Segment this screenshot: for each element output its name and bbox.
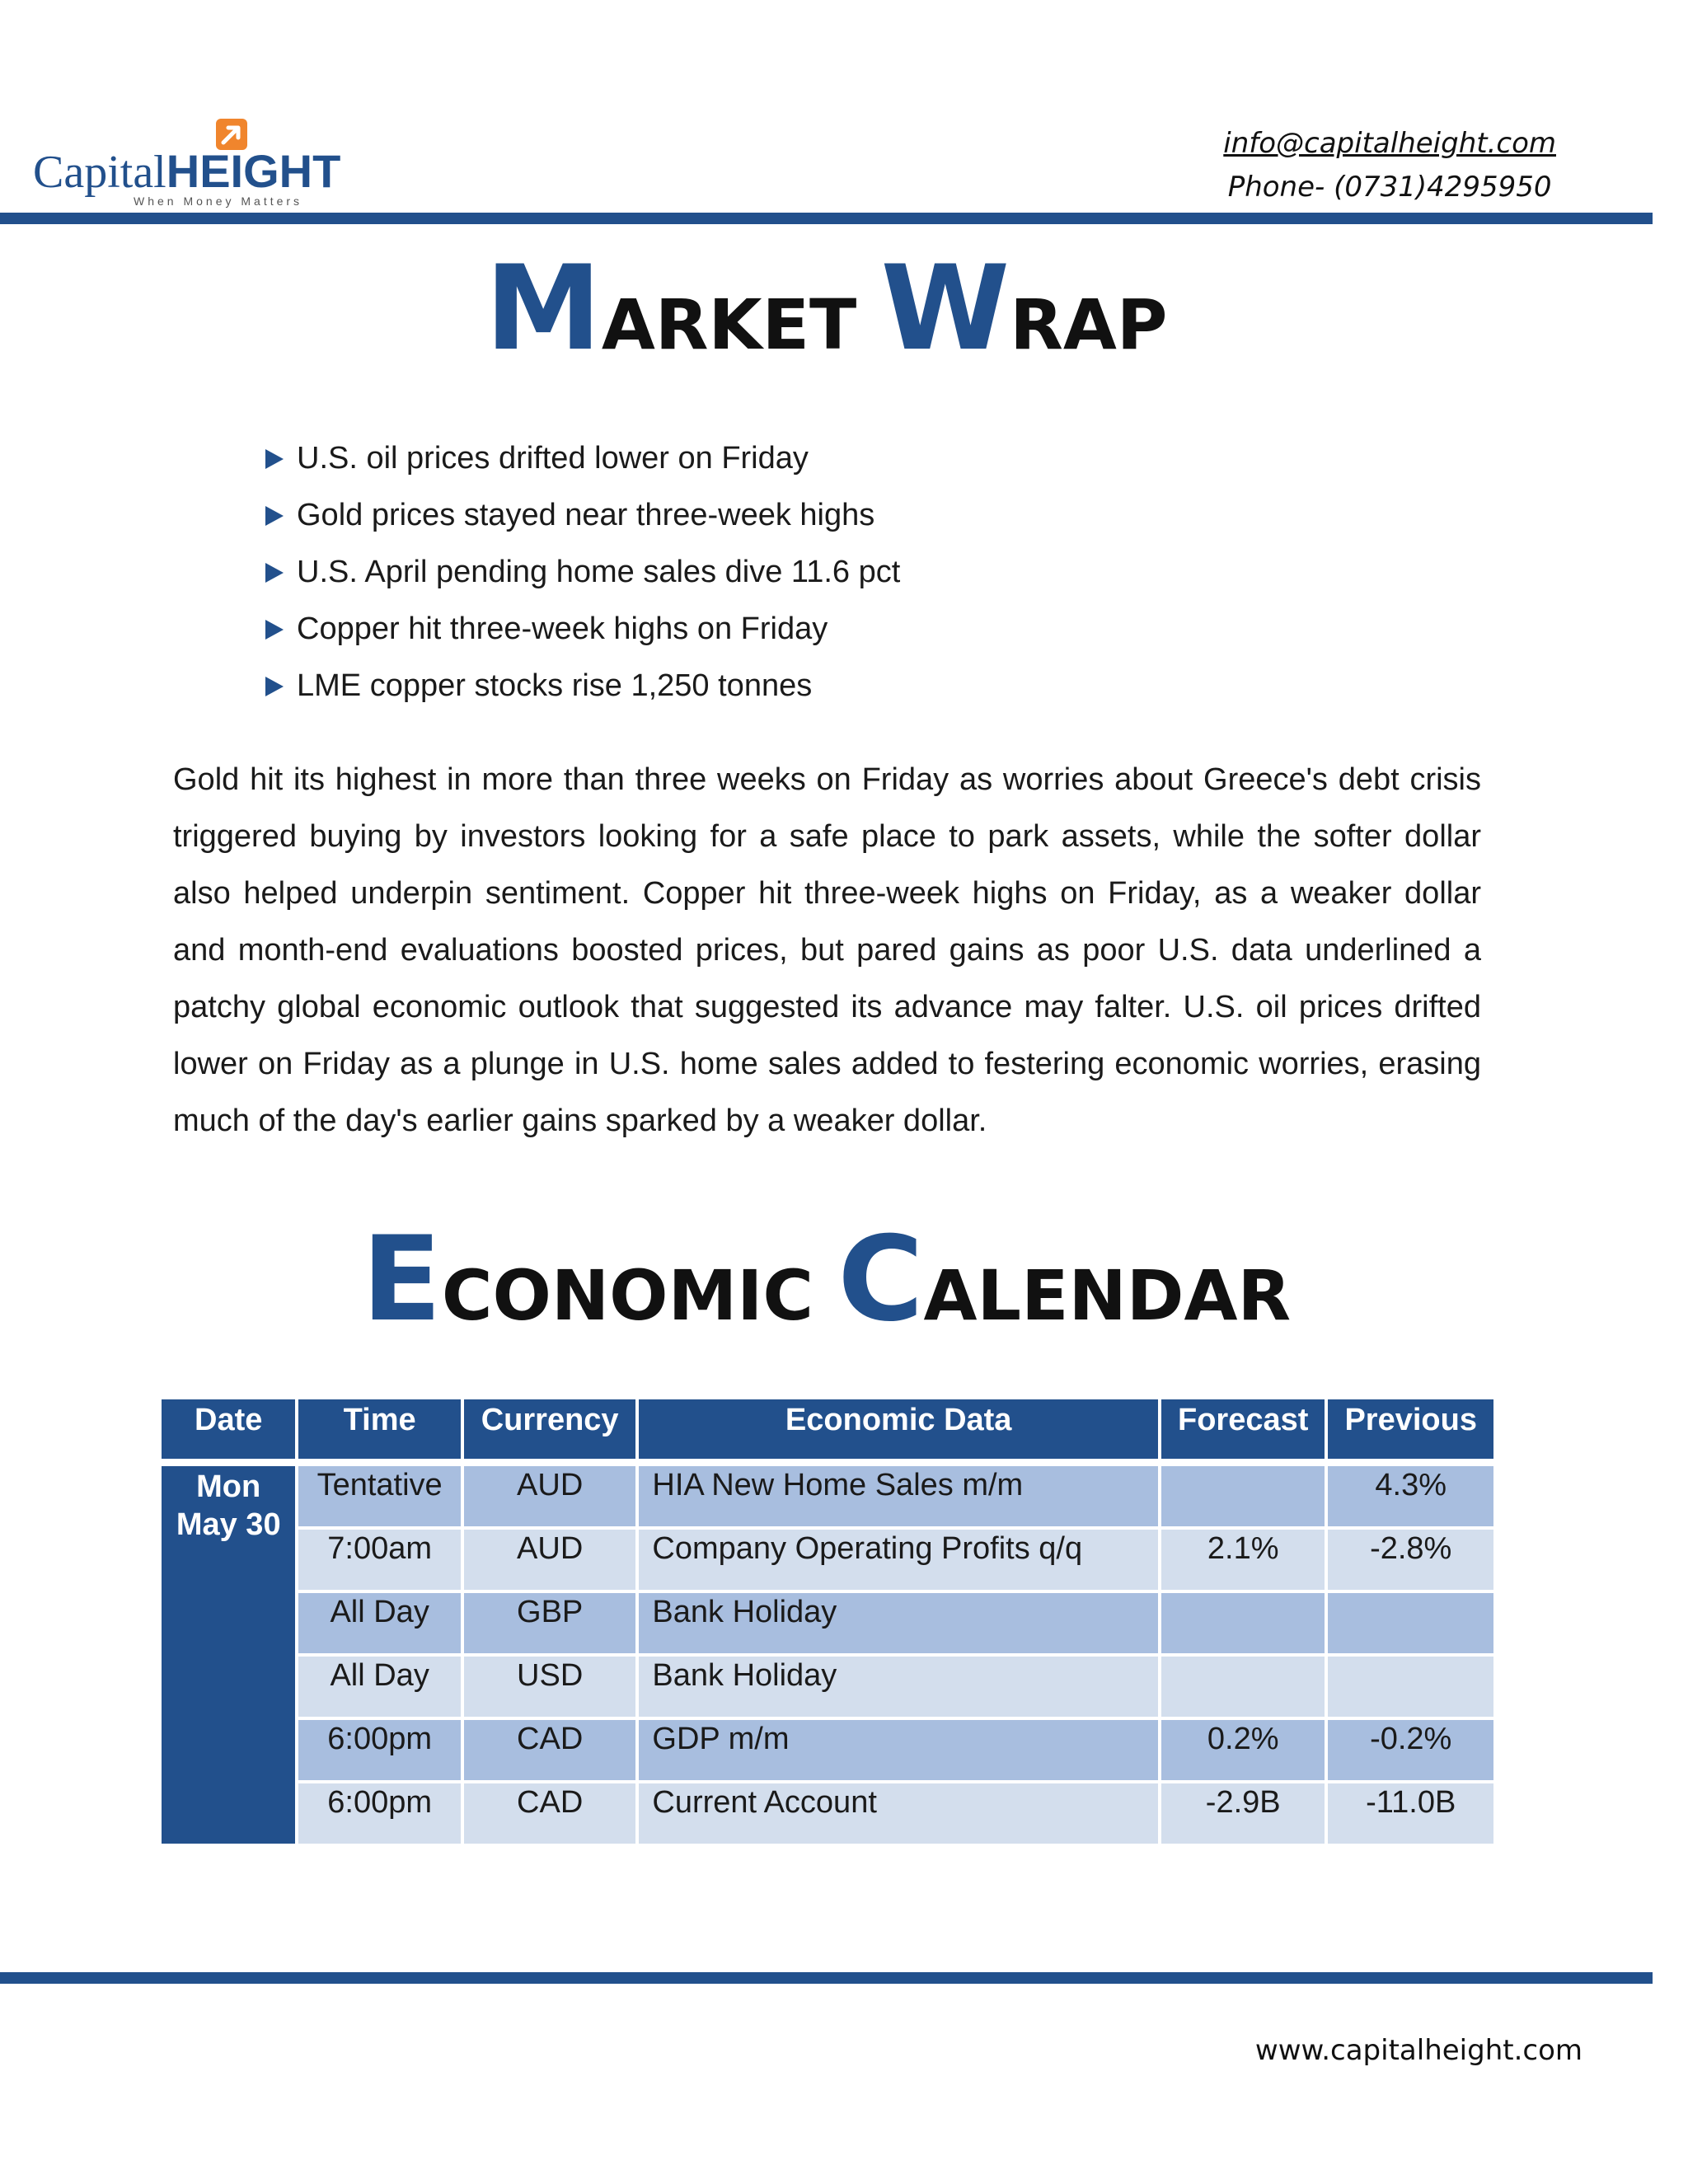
forecast-cell <box>1161 1593 1325 1653</box>
title-rest-wrap: RAP <box>1010 284 1168 365</box>
title-rest-calendar: ALENDAR <box>923 1255 1292 1336</box>
title-initial-c: C <box>837 1212 924 1347</box>
previous-cell: -11.0B <box>1328 1783 1493 1844</box>
table-row <box>162 1657 1493 1717</box>
list-item <box>264 603 900 660</box>
economic-calendar-table <box>158 1396 1497 1847</box>
headline-text: LME copper stocks rise 1,250 tonnes <box>297 668 813 703</box>
headline-text: U.S. oil prices drifted lower on Friday <box>297 441 809 476</box>
date-day: Mon <box>196 1469 261 1504</box>
currency-cell: GBP <box>464 1593 636 1653</box>
currency-cell: AUD <box>464 1530 636 1590</box>
list-item <box>264 490 900 546</box>
email-link[interactable]: info@capitalheight.com <box>1223 127 1556 160</box>
currency-cell: USD <box>464 1657 636 1717</box>
title-rest-market: ARKET <box>601 284 881 365</box>
headline-text: U.S. April pending home sales dive 11.6 pct <box>297 555 901 589</box>
header-forecast: Forecast <box>1161 1399 1325 1459</box>
economic-data-cell: Bank Holiday <box>639 1593 1158 1653</box>
triangle-bullet-icon <box>265 449 284 469</box>
list-item <box>264 546 900 603</box>
logo-capital: Capital <box>33 147 166 198</box>
time-cell: 7:00am <box>298 1530 460 1590</box>
previous-cell <box>1328 1657 1493 1717</box>
title-initial-m: M <box>485 241 602 377</box>
table-row <box>162 1593 1493 1653</box>
logo-tagline: When Money Matters <box>134 194 303 208</box>
time-cell: All Day <box>298 1657 460 1717</box>
header-currency: Currency <box>464 1399 636 1459</box>
economic-data-cell: HIA New Home Sales m/m <box>639 1466 1158 1526</box>
table-row <box>162 1466 1493 1526</box>
triangle-bullet-icon <box>265 620 284 640</box>
economic-data-cell: Bank Holiday <box>639 1657 1158 1717</box>
headline-text: Gold prices stayed near three-week highs <box>297 498 875 532</box>
economic-calendar-title <box>0 1212 1653 1347</box>
date-date: May 30 <box>176 1507 281 1542</box>
previous-cell: 4.3% <box>1328 1466 1493 1526</box>
contact-block <box>1223 122 1556 209</box>
header-previous: Previous <box>1328 1399 1493 1459</box>
list-item <box>264 660 900 717</box>
economic-data-cell: Company Operating Profits q/q <box>639 1530 1158 1590</box>
title-rest-economic: CONOMIC <box>441 1255 838 1336</box>
company-logo <box>33 115 341 210</box>
currency-cell: AUD <box>464 1466 636 1526</box>
table-header-row <box>162 1399 1493 1459</box>
headline-list <box>264 433 900 717</box>
currency-cell: CAD <box>464 1720 636 1780</box>
website-link[interactable]: www.capitalheight.com <box>1254 2034 1582 2067</box>
triangle-bullet-icon <box>265 677 284 696</box>
logo-height: HEIGHT <box>166 145 341 197</box>
header-divider <box>0 213 1653 224</box>
time-cell: 6:00pm <box>298 1783 460 1844</box>
logo-wordmark <box>33 147 340 197</box>
previous-cell: -2.8% <box>1328 1530 1493 1590</box>
time-cell: All Day <box>298 1593 460 1653</box>
forecast-cell: 2.1% <box>1161 1530 1325 1590</box>
header-date: Date <box>162 1399 295 1459</box>
forecast-cell <box>1161 1466 1325 1526</box>
time-cell: 6:00pm <box>298 1720 460 1780</box>
economic-data-cell: GDP m/m <box>639 1720 1158 1780</box>
list-item <box>264 433 900 490</box>
economic-data-cell: Current Account <box>639 1783 1158 1844</box>
previous-cell <box>1328 1593 1493 1653</box>
table-row <box>162 1720 1493 1780</box>
date-cell <box>162 1466 295 1844</box>
triangle-bullet-icon <box>265 506 284 526</box>
header-time: Time <box>298 1399 460 1459</box>
forecast-cell: -2.9B <box>1161 1783 1325 1844</box>
previous-cell: -0.2% <box>1328 1720 1493 1780</box>
forecast-cell <box>1161 1657 1325 1717</box>
market-wrap-title <box>0 241 1653 377</box>
market-summary-paragraph: Gold hit its highest in more than three weeks on Friday as worries about Greece's debt crisis triggered buying by investors looking for a safe place to park assets, while the softer dollar also helped underpin sentiment. Copper hit three-week highs on Friday, as a weaker dollar and month-end evaluations boosted prices, but pared gains as poor U.S. data underlined a patchy global economic outlook that suggested its advance may falter. U.S. oil prices drifted lower on Friday as a plunge in U.S. home sales added to festering economic worries, erasing much of the day's earlier gains sparked by a weaker dollar. <box>173 762 1481 1138</box>
forecast-cell: 0.2% <box>1161 1720 1325 1780</box>
table-row <box>162 1530 1493 1590</box>
footer-divider <box>0 1972 1653 1984</box>
table-row <box>162 1783 1493 1844</box>
currency-cell: CAD <box>464 1783 636 1844</box>
title-initial-e: E <box>361 1212 442 1347</box>
headline-text: Copper hit three-week highs on Friday <box>297 612 828 646</box>
title-initial-w: W <box>880 241 1010 377</box>
phone-number: Phone- (0731)4295950 <box>1227 171 1552 204</box>
header-economic-data: Economic Data <box>639 1399 1158 1459</box>
time-cell: Tentative <box>298 1466 460 1526</box>
triangle-bullet-icon <box>265 563 284 583</box>
